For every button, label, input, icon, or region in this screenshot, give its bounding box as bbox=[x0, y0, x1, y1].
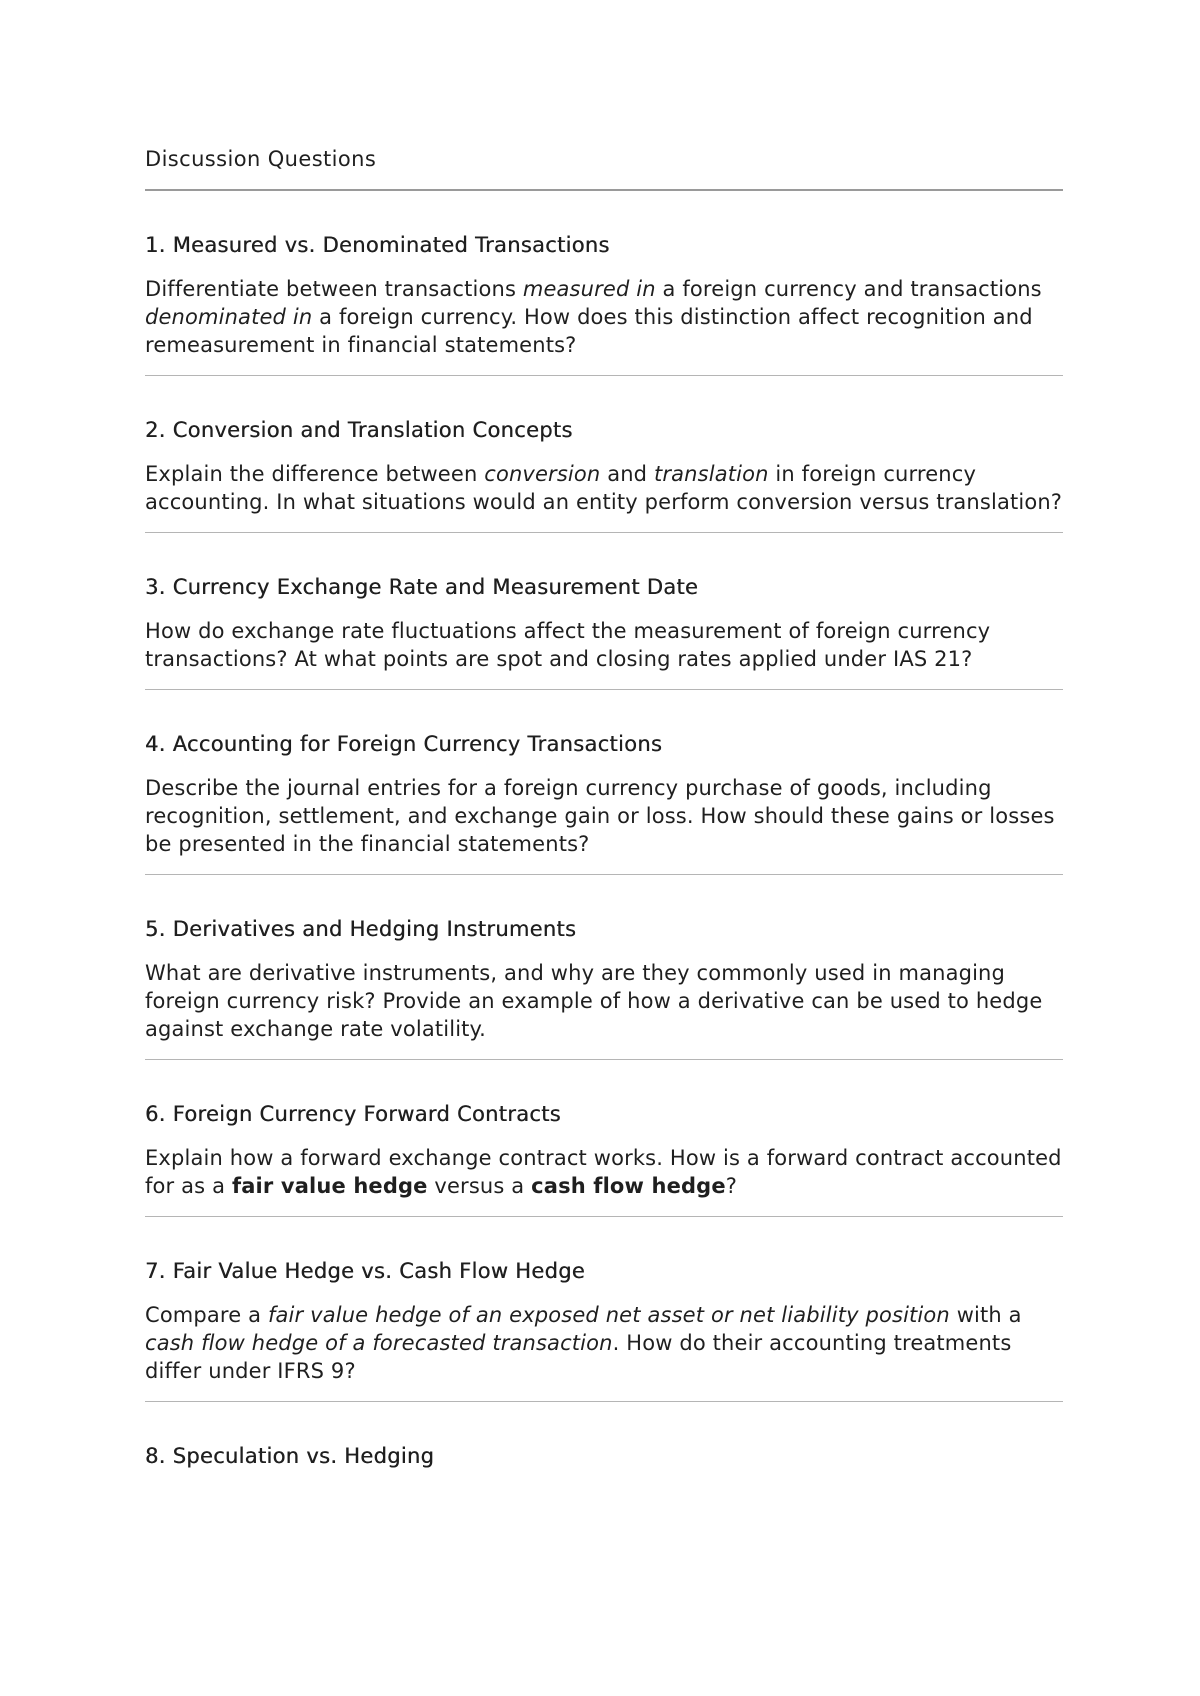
question-5 bbox=[145, 915, 1063, 1043]
question-8 bbox=[145, 1442, 1063, 1470]
section-divider bbox=[145, 874, 1063, 875]
section-divider bbox=[145, 1216, 1063, 1217]
question-title: 6. Foreign Currency Forward Contracts bbox=[145, 1102, 561, 1126]
question-2 bbox=[145, 416, 1063, 516]
question-body: What are derivative instruments, and why are they commonly used in managing foreign currency risk? Provide an example of how a derivative can be used to hedge against exchange rate volatility. bbox=[145, 961, 1043, 1041]
question-4 bbox=[145, 730, 1063, 858]
question-body: Explain the difference between conversion and translation in foreign currency accounting. In what situations would an entity perform conversion versus translation? bbox=[145, 462, 1063, 514]
question-title: 3. Currency Exchange Rate and Measurement Date bbox=[145, 575, 699, 599]
section-divider bbox=[145, 532, 1063, 533]
question-7 bbox=[145, 1257, 1063, 1385]
question-body: Explain how a forward exchange contract works. How is a forward contract accounted for as a fair value hedge versus a cash flow hedge? bbox=[145, 1146, 1062, 1198]
question-body: Compare a fair value hedge of an exposed net asset or net liability position with a cash flow hedge of a forecasted transaction. How do their accounting treatments differ under IFRS 9? bbox=[145, 1303, 1022, 1383]
question-body: Differentiate between transactions measured in a foreign currency and transactions denominated in a foreign currency. How does this distinction affect recognition and remeasurement in financial statements? bbox=[145, 277, 1042, 357]
question-title: 4. Accounting for Foreign Currency Transactions bbox=[145, 732, 663, 756]
section-divider bbox=[145, 375, 1063, 376]
question-title: 7. Fair Value Hedge vs. Cash Flow Hedge bbox=[145, 1259, 585, 1283]
question-title: 2. Conversion and Translation Concepts bbox=[145, 418, 573, 442]
question-body: How do exchange rate fluctuations affect the measurement of foreign currency transactions? At what points are spot and closing rates applied under IAS 21? bbox=[145, 619, 991, 671]
question-3 bbox=[145, 573, 1063, 673]
page-title: Discussion Questions bbox=[145, 147, 377, 171]
question-6 bbox=[145, 1100, 1063, 1200]
question-body: Describe the journal entries for a foreign currency purchase of goods, including recognition, settlement, and exchange gain or loss. How should these gains or losses be presented in the financial statements? bbox=[145, 776, 1055, 856]
question-title: 5. Derivatives and Hedging Instruments bbox=[145, 917, 577, 941]
title-divider bbox=[145, 189, 1063, 191]
question-title: 1. Measured vs. Denominated Transactions bbox=[145, 233, 610, 257]
question-title: 8. Speculation vs. Hedging bbox=[145, 1444, 435, 1468]
section-divider bbox=[145, 1401, 1063, 1402]
section-divider bbox=[145, 689, 1063, 690]
section-divider bbox=[145, 1059, 1063, 1060]
question-1 bbox=[145, 231, 1063, 359]
document-page bbox=[145, 145, 1063, 1470]
